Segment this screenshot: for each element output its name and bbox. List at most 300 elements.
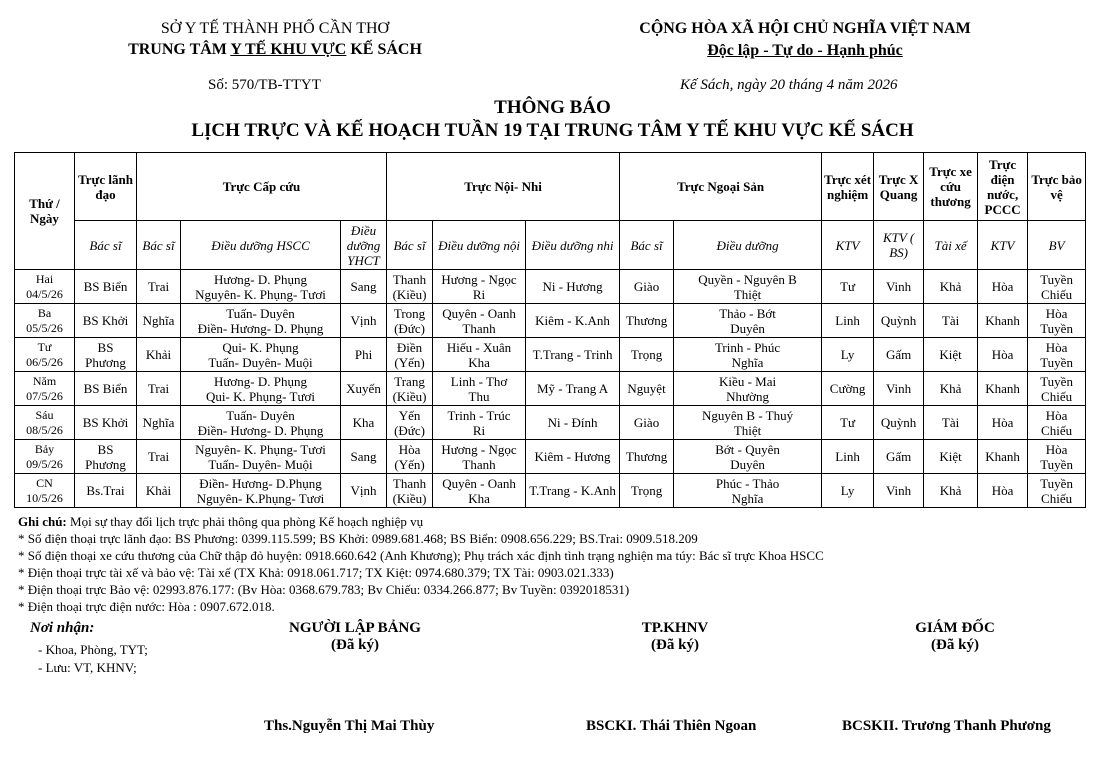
internal-nurse-cell-line: Kha — [468, 490, 490, 506]
internal-doctor-cell-line: (Đức) — [394, 422, 425, 438]
yhct-nurse-cell-line: Xuyến — [346, 381, 381, 396]
subheader: BV — [1028, 221, 1086, 270]
utility-tech-cell-line: Hòa — [991, 483, 1014, 498]
header-truc-xet-nghiem: Trực xét nghiệm — [822, 153, 874, 221]
schedule-body — [15, 270, 1086, 508]
xray-tech-cell — [874, 406, 924, 440]
er-doctor-cell — [137, 304, 181, 338]
surgery-nurse-cell-line: Phúc - Thảo — [715, 475, 780, 491]
day-cell-line: Bảy — [34, 441, 55, 456]
subheader: KTV ( BS) — [874, 221, 924, 270]
surgery-nurse-cell-line: Thiệt — [733, 286, 762, 302]
surgery-doctor-cell — [620, 372, 674, 406]
center-name-c: KẾ SÁCH — [346, 41, 422, 58]
signature-status: (Đã ký) — [931, 637, 979, 653]
signer-name-director: BCSKII. Trương Thanh Phương — [842, 718, 1051, 734]
day-cell-line: CN — [36, 475, 53, 490]
internal-doctor-cell-line: (Yến) — [394, 456, 425, 472]
pediatric-nurse-cell — [526, 372, 620, 406]
leader-cell-line: BS Phương — [85, 339, 126, 370]
header-truc-ngoai-san: Trực Ngoại Sản — [620, 153, 822, 221]
note-line: * Số điện thoại trực lãnh đạo: BS Phương: 0399.115.599; BS Khởi: 0989.681.468; BS Biển: 0908.656.229; BS.Trai: 0909.518.209 — [18, 531, 698, 546]
surgery-nurse-cell-line: Bớt - Quyên — [715, 441, 780, 457]
utility-tech-cell-line: Khanh — [985, 313, 1020, 328]
security-cell-line: Chiếu — [1041, 388, 1073, 404]
pediatric-nurse-cell-line: Kiêm - K.Anh — [535, 313, 610, 328]
internal-nurse-cell-line: Thanh — [462, 456, 496, 472]
recipients-label: Nơi nhận: — [30, 620, 95, 636]
internal-nurse-cell-line: Hương - Ngọc — [441, 441, 517, 457]
internal-doctor-cell-line: (Đức) — [394, 320, 425, 336]
yhct-nurse-cell-line: Sang — [350, 279, 377, 294]
yhct-nurse-cell — [341, 440, 387, 474]
day-cell — [15, 474, 75, 508]
internal-nurse-cell-line: Quyên - Oanh — [442, 475, 516, 491]
xray-tech-cell — [874, 372, 924, 406]
lab-tech-cell — [822, 338, 874, 372]
utility-tech-cell — [978, 372, 1028, 406]
center-name — [110, 41, 440, 59]
driver-cell-line: Khả — [939, 279, 962, 294]
xray-tech-cell-line: Quỳnh — [880, 415, 917, 430]
er-doctor-cell-line: Trai — [147, 381, 170, 396]
notes-label: Ghi chú: — [18, 514, 67, 529]
internal-doctor-cell-line: Thanh — [392, 271, 427, 287]
surgery-doctor-cell — [620, 440, 674, 474]
day-cell — [15, 440, 75, 474]
xray-tech-cell — [874, 270, 924, 304]
surgery-nurse-cell-line: Trinh - Phúc — [714, 339, 781, 355]
subheader: Bác sĩ — [387, 221, 433, 270]
security-cell — [1028, 372, 1086, 406]
pediatric-nurse-cell-line: Mỹ - Trang A — [536, 381, 609, 396]
day-cell — [15, 338, 75, 372]
table-row — [15, 474, 1086, 508]
er-doctor-cell-line: Khải — [145, 483, 172, 498]
internal-nurse-cell — [433, 372, 526, 406]
internal-nurse-cell-line: Ri — [472, 422, 486, 438]
driver-cell — [924, 440, 978, 474]
surgery-nurse-cell-line: Thảo - Bớt — [719, 305, 776, 321]
security-cell-line: Hòa — [1045, 441, 1068, 457]
leader-cell-line: BS Biển — [83, 279, 128, 294]
er-doctor-cell — [137, 270, 181, 304]
surgery-nurse-cell — [674, 338, 822, 372]
note-line: * Điện thoại trực Bảo vệ: 02993.876.177: (Bv Hòa: 0368.679.783; Bv Chiếu: 0334.266.877; Bv Tuyền: 0392018531) — [18, 582, 630, 597]
document-number: Số: 570/TB-TTYT — [208, 77, 321, 93]
internal-doctor-cell — [387, 372, 433, 406]
document-subtitle: LỊCH TRỰC VÀ KẾ HOẠCH TUẦN 19 TẠI TRUNG TÂM Y TẾ KHU VỰC KẾ SÁCH — [191, 120, 914, 141]
internal-nurse-cell-line: Hương - Ngọc — [441, 271, 517, 287]
internal-nurse-cell — [433, 440, 526, 474]
utility-tech-cell-line: Hòa — [991, 415, 1014, 430]
internal-nurse-cell — [433, 304, 526, 338]
pediatric-nurse-cell — [526, 270, 620, 304]
er-nurse-cell-line: Nguyên- K. Phụng- Tươi — [195, 286, 326, 302]
pediatric-nurse-cell-line: Ni - Đính — [547, 415, 598, 430]
er-nurse-cell — [181, 440, 341, 474]
pediatric-nurse-cell-line: T.Trang - K.Anh — [529, 483, 616, 498]
er-nurse-cell-line: Tuấn- Duyên- Muội — [208, 456, 313, 472]
internal-doctor-cell — [387, 338, 433, 372]
internal-doctor-cell — [387, 440, 433, 474]
day-cell-line: Sáu — [35, 407, 54, 422]
internal-nurse-cell — [433, 338, 526, 372]
table-row — [15, 406, 1086, 440]
leader-cell — [75, 406, 137, 440]
lab-tech-cell — [822, 474, 874, 508]
day-cell-line: 07/5/26 — [26, 388, 63, 403]
xray-tech-cell-line: Vinh — [885, 279, 912, 294]
driver-cell-line: Kiệt — [939, 449, 962, 464]
leader-cell-line: BS Phương — [85, 441, 126, 472]
day-cell-line: 04/5/26 — [26, 286, 63, 301]
leader-cell-line: BS Khởi — [82, 415, 129, 430]
day-cell — [15, 304, 75, 338]
er-nurse-cell-line: Tuấn- Duyên- Muội — [208, 354, 313, 370]
header-truc-lanh-dao: Trực lãnh đạo — [75, 153, 137, 221]
subheader: Bác sĩ — [137, 221, 181, 270]
signature-block-director — [880, 620, 1030, 654]
table-row — [15, 372, 1086, 406]
leader-cell — [75, 270, 137, 304]
surgery-nurse-cell-line: Quyền - Nguyên B — [698, 271, 797, 287]
subheader: Điều dưỡng nội — [433, 221, 526, 270]
leader-cell — [75, 440, 137, 474]
table-row — [15, 338, 1086, 372]
motto-text: Độc lập - Tự do - Hạnh phúc — [707, 42, 903, 59]
surgery-doctor-cell — [620, 474, 674, 508]
leader-cell — [75, 372, 137, 406]
security-cell — [1028, 474, 1086, 508]
er-doctor-cell-line: Trai — [147, 449, 170, 464]
yhct-nurse-cell — [341, 372, 387, 406]
driver-cell — [924, 270, 978, 304]
surgery-nurse-cell-line: Nhường — [726, 388, 769, 404]
leader-cell-line: BS Biển — [83, 381, 128, 396]
er-nurse-cell — [181, 338, 341, 372]
utility-tech-cell — [978, 474, 1028, 508]
header-truc-xe-cuu-thuong: Trực xe cứu thương — [924, 153, 978, 221]
pediatric-nurse-cell — [526, 304, 620, 338]
internal-doctor-cell — [387, 406, 433, 440]
internal-doctor-cell-line: Yến — [398, 407, 421, 423]
driver-cell-line: Tài — [941, 415, 960, 430]
er-doctor-cell — [137, 372, 181, 406]
yhct-nurse-cell-line: Vịnh — [350, 483, 377, 498]
security-cell-line: Tuyền — [1040, 456, 1073, 472]
security-cell-line: Tuyền — [1040, 354, 1073, 370]
driver-cell-line: Khả — [939, 381, 962, 396]
header-truc-dien-nuoc: Trực điện nước, PCCC — [978, 153, 1028, 221]
surgery-doctor-cell — [620, 270, 674, 304]
security-cell — [1028, 406, 1086, 440]
security-cell-line: Chiếu — [1041, 422, 1073, 438]
er-nurse-cell-line: Điền- Hương- D.Phụng — [199, 475, 322, 491]
er-doctor-cell-line: Trai — [147, 279, 170, 294]
national-title: CỘNG HÒA XÃ HỘI CHỦ NGHĨA VIỆT NAM — [639, 20, 971, 37]
er-doctor-cell-line: Nghĩa — [142, 415, 175, 430]
header-truc-bao-ve: Trực bảo vệ — [1028, 153, 1086, 221]
subheader: KTV — [978, 221, 1028, 270]
xray-tech-cell — [874, 440, 924, 474]
day-cell-line: 05/5/26 — [26, 320, 63, 335]
driver-cell-line: Tài — [941, 313, 960, 328]
day-cell — [15, 372, 75, 406]
surgery-nurse-cell — [674, 440, 822, 474]
internal-doctor-cell-line: Trong — [393, 305, 426, 321]
center-name-a: TRUNG TÂM — [128, 41, 231, 58]
driver-cell-line: Kiệt — [939, 347, 962, 362]
lab-tech-cell-line: Linh — [835, 313, 860, 328]
internal-doctor-cell — [387, 304, 433, 338]
leader-cell-line: Bs.Trai — [86, 483, 125, 498]
note-line: * Điện thoại trực điện nước: Hòa : 0907.672.018. — [18, 599, 275, 614]
header-truc-noi-nhi: Trực Nội- Nhi — [387, 153, 620, 221]
recipient-item: - Lưu: VT, KHNV; — [38, 660, 137, 675]
driver-cell — [924, 372, 978, 406]
security-cell-line: Chiếu — [1041, 490, 1073, 506]
subheader: Điều dưỡng — [674, 221, 822, 270]
internal-doctor-cell-line: Hòa — [398, 441, 421, 457]
internal-nurse-cell-line: Kha — [468, 354, 490, 370]
subheader: Tài xế — [924, 221, 978, 270]
lab-tech-cell-line: Linh — [835, 449, 860, 464]
security-cell-line: Tuyền — [1040, 475, 1073, 491]
lab-tech-cell-line: Tư — [840, 415, 856, 430]
subheader: KTV — [822, 221, 874, 270]
utility-tech-cell-line: Khanh — [985, 449, 1020, 464]
lab-tech-cell-line: Ly — [840, 347, 855, 362]
xray-tech-cell-line: Gấm — [885, 347, 912, 362]
surgery-nurse-cell — [674, 406, 822, 440]
surgery-nurse-cell-line: Thiệt — [733, 422, 762, 438]
signature-status: (Đã ký) — [331, 637, 379, 653]
pediatric-nurse-cell-line: Ni - Hương — [542, 279, 603, 294]
schedule-table — [14, 152, 1086, 508]
signer-name-khnv: BSCKI. Thái Thiên Ngoan — [586, 718, 757, 734]
yhct-nurse-cell — [341, 406, 387, 440]
er-doctor-cell-line: Khải — [145, 347, 172, 362]
er-nurse-cell-line: Hương- D. Phụng — [213, 271, 307, 287]
note-line: * Số điện thoại xe cứu thương của Chữ thập đỏ huyện: 0918.660.642 (Anh Khương); Phụ trách xác định tình trạng nghiện ma túy: Bác sĩ trực Khoa HSCC — [18, 548, 824, 563]
recipient-item: - Khoa, Phòng, TYT; — [38, 642, 148, 657]
lab-tech-cell — [822, 406, 874, 440]
surgery-nurse-cell-line: Nghĩa — [731, 354, 764, 370]
xray-tech-cell-line: Gấm — [885, 449, 912, 464]
leader-cell — [75, 338, 137, 372]
signature-status: (Đã ký) — [651, 637, 699, 653]
surgery-doctor-cell-line: Giào — [633, 415, 660, 430]
yhct-nurse-cell — [341, 474, 387, 508]
er-nurse-cell-line: Điền- Hương- D. Phụng — [197, 422, 324, 438]
internal-doctor-cell-line: (Yến) — [394, 354, 425, 370]
security-cell — [1028, 338, 1086, 372]
surgery-nurse-cell — [674, 372, 822, 406]
internal-nurse-cell — [433, 406, 526, 440]
leader-cell — [75, 474, 137, 508]
utility-tech-cell — [978, 406, 1028, 440]
signature-block-preparer — [270, 620, 440, 654]
internal-nurse-cell-line: Thu — [468, 388, 490, 404]
day-cell-line: Năm — [32, 373, 57, 388]
internal-doctor-cell-line: (Kiều) — [392, 388, 427, 404]
surgery-doctor-cell-line: Thương — [625, 313, 668, 328]
surgery-doctor-cell — [620, 338, 674, 372]
driver-cell — [924, 406, 978, 440]
er-nurse-cell-line: Hương- D. Phụng — [213, 373, 307, 389]
agency-name: SỞ Y TẾ THÀNH PHỐ CẦN THƠ — [160, 20, 390, 37]
internal-nurse-cell-line: Linh - Thơ — [450, 373, 508, 389]
utility-tech-cell-line: Hòa — [991, 279, 1014, 294]
signature-block-khnv — [600, 620, 750, 654]
security-cell — [1028, 304, 1086, 338]
internal-nurse-cell-line: Quyên - Oanh — [442, 305, 516, 321]
internal-nurse-cell-line: Trinh - Trúc — [447, 407, 511, 423]
utility-tech-cell — [978, 270, 1028, 304]
xray-tech-cell-line: Quỳnh — [880, 313, 917, 328]
day-cell-line: 09/5/26 — [26, 456, 63, 471]
er-nurse-cell — [181, 372, 341, 406]
xray-tech-cell — [874, 474, 924, 508]
yhct-nurse-cell-line: Vịnh — [350, 313, 377, 328]
day-cell-line: 08/5/26 — [26, 422, 63, 437]
driver-cell — [924, 474, 978, 508]
driver-cell — [924, 304, 978, 338]
document-date: Kế Sách, ngày 20 tháng 4 năm 2026 — [680, 77, 898, 93]
lab-tech-cell — [822, 270, 874, 304]
subheader: Điều dưỡng YHCT — [341, 221, 387, 270]
er-doctor-cell — [137, 406, 181, 440]
center-name-b: Y TẾ KHU VỰC — [230, 41, 347, 58]
er-nurse-cell-line: Tuấn- Duyên — [226, 407, 295, 423]
security-cell — [1028, 440, 1086, 474]
yhct-nurse-cell-line: Kha — [352, 415, 375, 430]
internal-doctor-cell-line: Trang — [394, 373, 425, 389]
subheader: Bác sĩ — [75, 221, 137, 270]
security-cell — [1028, 270, 1086, 304]
note-line: * Điện thoại trực tài xế và bảo vệ: Tài xế (TX Khả: 0918.061.717; TX Kiệt: 0974.680.379; TX Tài: 0903.021.333) — [18, 565, 614, 580]
er-doctor-cell — [137, 440, 181, 474]
surgery-doctor-cell-line: Trọng — [630, 483, 663, 498]
internal-nurse-cell-line: Hiếu - Xuân — [446, 339, 512, 355]
pediatric-nurse-cell — [526, 338, 620, 372]
table-row — [15, 304, 1086, 338]
table-row — [15, 440, 1086, 474]
er-nurse-cell-line: Nguyên- K. Phụng- Tươi — [195, 441, 326, 457]
surgery-doctor-cell — [620, 406, 674, 440]
security-cell-line: Hòa — [1045, 407, 1068, 423]
day-cell — [15, 270, 75, 304]
yhct-nurse-cell — [341, 270, 387, 304]
notes — [18, 513, 824, 615]
er-doctor-cell-line: Nghĩa — [142, 313, 175, 328]
utility-tech-cell-line: Hòa — [991, 347, 1014, 362]
national-motto — [610, 42, 1000, 60]
security-cell-line: Tuyền — [1040, 373, 1073, 389]
surgery-doctor-cell-line: Trọng — [630, 347, 663, 362]
internal-nurse-cell — [433, 474, 526, 508]
xray-tech-cell — [874, 304, 924, 338]
utility-tech-cell — [978, 338, 1028, 372]
day-cell — [15, 406, 75, 440]
header-thu-ngay: Thứ / Ngày — [15, 153, 75, 270]
signer-name-preparer: Ths.Nguyễn Thị Mai Thùy — [264, 718, 435, 734]
er-nurse-cell — [181, 270, 341, 304]
note-text: Mọi sự thay đổi lịch trực phải thông qua phòng Kế hoạch nghiệp vụ — [66, 514, 424, 529]
day-cell-line: Hai — [35, 271, 54, 286]
subheader: Bác sĩ — [620, 221, 674, 270]
lab-tech-cell — [822, 304, 874, 338]
yhct-nurse-cell-line: Sang — [350, 449, 377, 464]
pediatric-nurse-cell — [526, 474, 620, 508]
pediatric-nurse-cell — [526, 406, 620, 440]
utility-tech-cell — [978, 440, 1028, 474]
surgery-doctor-cell-line: Thương — [625, 449, 668, 464]
pediatric-nurse-cell-line: Kiêm - Hương — [534, 449, 611, 464]
surgery-nurse-cell — [674, 304, 822, 338]
internal-nurse-cell-line: Ri — [472, 286, 486, 302]
driver-cell-line: Khả — [939, 483, 962, 498]
surgery-nurse-cell-line: Kiều - Mai — [719, 373, 777, 389]
signature-title: TP.KHNV — [641, 620, 709, 636]
security-cell-line: Chiếu — [1041, 286, 1073, 302]
yhct-nurse-cell-line: Phi — [354, 347, 373, 362]
lab-tech-cell — [822, 372, 874, 406]
utility-tech-cell-line: Khanh — [985, 381, 1020, 396]
surgery-nurse-cell — [674, 270, 822, 304]
internal-nurse-cell — [433, 270, 526, 304]
surgery-nurse-cell-line: Duyên — [730, 320, 765, 336]
er-nurse-cell — [181, 474, 341, 508]
lab-tech-cell-line: Ly — [840, 483, 855, 498]
header-truc-cap-cuu: Trực Cấp cứu — [137, 153, 387, 221]
yhct-nurse-cell — [341, 338, 387, 372]
internal-doctor-cell-line: Thanh — [392, 475, 427, 491]
xray-tech-cell-line: Vinh — [885, 381, 912, 396]
surgery-nurse-cell — [674, 474, 822, 508]
er-doctor-cell — [137, 338, 181, 372]
surgery-nurse-cell-line: Duyên — [730, 456, 765, 472]
internal-doctor-cell-line: (Kiều) — [392, 490, 427, 506]
security-cell-line: Tuyền — [1040, 320, 1073, 336]
lab-tech-cell-line: Cường — [829, 381, 866, 396]
day-cell-line: 10/5/26 — [26, 490, 63, 505]
yhct-nurse-cell — [341, 304, 387, 338]
header-truc-x-quang: Trực X Quang — [874, 153, 924, 221]
er-nurse-cell-line: Qui- K. Phụng — [222, 339, 299, 355]
surgery-nurse-cell-line: Nghĩa — [731, 490, 764, 506]
surgery-doctor-cell — [620, 304, 674, 338]
document-title: THÔNG BÁO — [494, 97, 611, 118]
internal-doctor-cell — [387, 474, 433, 508]
leader-cell — [75, 304, 137, 338]
surgery-nurse-cell-line: Nguyên B - Thuý — [702, 407, 794, 423]
er-doctor-cell — [137, 474, 181, 508]
er-nurse-cell-line: Điền- Hương- D. Phụng — [197, 320, 324, 336]
er-nurse-cell — [181, 304, 341, 338]
note-line — [18, 513, 824, 530]
day-cell-line: Tư — [37, 339, 52, 354]
er-nurse-cell-line: Nguyên- K.Phụng- Tươi — [196, 490, 325, 506]
er-nurse-cell-line: Tuấn- Duyên — [226, 305, 295, 321]
signature-title: GIÁM ĐỐC — [915, 620, 995, 636]
subheader: Điều dưỡng nhi — [526, 221, 620, 270]
day-cell-line: 06/5/26 — [26, 354, 63, 369]
security-cell-line: Hòa — [1045, 339, 1068, 355]
er-nurse-cell — [181, 406, 341, 440]
internal-doctor-cell-line: Điền — [396, 339, 423, 355]
